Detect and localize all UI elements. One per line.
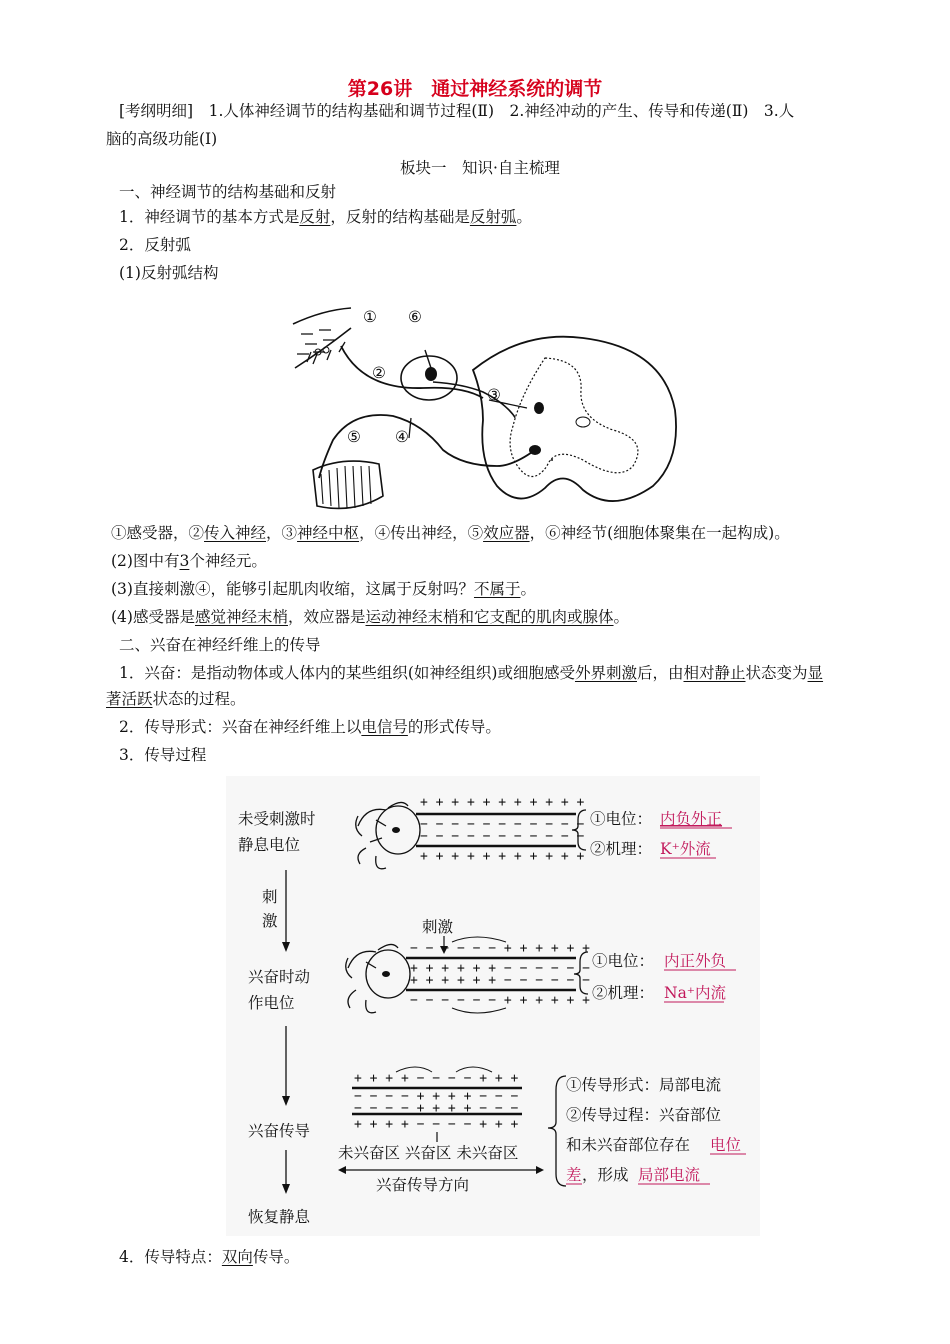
- stim-arrow-line-2: 激: [262, 912, 278, 930]
- stim-label: 刺激: [422, 918, 454, 936]
- action-potential-label: ①电位：: [592, 952, 655, 970]
- question-4: (4)感受器是感觉神经末梢，效应器是运动神经末梢和它支配的肌肉或腺体。: [111, 608, 630, 626]
- rest-state-line-1: 未受刺激时: [238, 810, 316, 828]
- section-heading: 板块一 知识·自主梳理: [400, 159, 560, 177]
- conduct-form: ①传导形式：局部电流: [566, 1076, 722, 1094]
- answer-reflex-arc: 反射弧: [469, 208, 517, 226]
- effector-muscle: [313, 461, 383, 508]
- conduction-diagram: [226, 776, 760, 1236]
- rest-potential-label: ①电位：: [590, 810, 653, 828]
- label-circle-5: ⑤: [347, 428, 361, 446]
- rest-mech-label: ②机理：: [590, 840, 653, 858]
- svg-text:− − − − − − − − − − −: − − − − − − − − − − −: [420, 817, 585, 832]
- label-circle-1: ①: [363, 308, 377, 326]
- outline-line-2: 脑的高级功能(Ⅰ): [106, 130, 218, 148]
- svg-text:+ + + + + + − − − − − −: + + + + + + − − − − − −: [410, 973, 591, 988]
- action-state-line-1: 兴奋时动: [248, 968, 311, 986]
- question-3: (3)直接刺激④，能够引起肌肉收缩，这属于反射吗？不属于。: [111, 580, 536, 598]
- receptor-drawing: [293, 308, 351, 368]
- part2-paragraph-3: 3．传导过程: [119, 746, 207, 764]
- reflex-arc-figure: [283, 290, 683, 522]
- action-mech-value: Na⁺内流: [664, 984, 726, 1002]
- svg-text:− − − − − − + + + + + +: − − − − − − + + + + + +: [410, 993, 591, 1008]
- svg-text:+ + + + + + + + + + +: + + + + + + + + + + +: [420, 849, 585, 864]
- part2-paragraph-2: 2．传导形式：兴奋在神经纤维上以电信号的形式传导。: [119, 718, 501, 736]
- svg-text:+ + + + + + − − − − − −: + + + + + + − − − − − −: [410, 961, 591, 976]
- part1-paragraph-3: (1)反射弧结构: [119, 264, 219, 282]
- figure-legend: ①感受器，②传入神经，③神经中枢，④传出神经，⑤效应器，⑥神经节(细胞体聚集在一起构成)。: [111, 524, 790, 542]
- label-circle-6: ⑥: [408, 308, 422, 326]
- part1-paragraph-1: 1．神经调节的基本方式是反射，反射的结构基础是反射弧。: [119, 208, 532, 226]
- conduct-state: 兴奋传导: [248, 1122, 311, 1140]
- afferent-nerve: [341, 346, 483, 398]
- part2-paragraph-1b: 著活跃状态的过程。: [106, 690, 246, 708]
- part2-paragraph-1a: 1．兴奋：是指动物体或人体内的某些组织(如神经组织)或细胞感受外界刺激后，由相对静止状态变为显: [119, 664, 824, 682]
- label-circle-2: ②: [372, 364, 386, 382]
- rest-state-line-2: 静息电位: [238, 836, 301, 854]
- part1-paragraph-2: 2．反射弧: [119, 236, 191, 254]
- conduct-process-3c: 局部电流: [638, 1166, 701, 1184]
- svg-text:− − − − − − − − − − −: − − − − − − − − − − −: [420, 829, 585, 844]
- rest-potential-value: 内负外正: [660, 810, 723, 828]
- stim-arrow-line-1: 刺: [262, 888, 278, 906]
- svg-text:− − − − + + + + − − −: − − − − + + + + − − −: [354, 1101, 519, 1116]
- svg-text:− − − − + + + + − − −: − − − − + + + + − − −: [354, 1089, 519, 1104]
- answer-reflex: 反射: [299, 208, 331, 226]
- conduction-direction: 兴奋传导方向: [376, 1176, 470, 1194]
- efferent-nerve: [319, 415, 535, 478]
- svg-text:− − − − − − + + + + + +: − − − − − − + + + + + +: [410, 941, 591, 956]
- conduct-process-1: ②传导过程：兴奋部位: [566, 1106, 722, 1124]
- conduction-zones: 未兴奋区 兴奋区 未兴奋区: [338, 1144, 519, 1162]
- conduct-process-3a: 差: [566, 1166, 582, 1184]
- part2-heading: 二、兴奋在神经纤维上的传导: [119, 636, 321, 654]
- rest-mech-value: K⁺外流: [660, 840, 711, 858]
- svg-text:+ + + + − − − − + + +: + + + + − − − − + + +: [354, 1117, 519, 1132]
- label-circle-3: ③: [487, 386, 501, 404]
- action-mech-label: ②机理：: [592, 984, 655, 1002]
- outline-line-1: [考纲明细] 1.人体神经调节的结构基础和调节过程(Ⅱ) 2.神经冲动的产生、传导和传递(Ⅱ) 3.人: [119, 102, 795, 120]
- part1-heading: 一、神经调节的结构基础和反射: [119, 183, 337, 201]
- page-title: 第26讲 通过神经系统的调节: [347, 78, 603, 100]
- conduct-process-2b: 电位: [710, 1136, 742, 1154]
- conducting-fiber: [352, 1067, 522, 1142]
- conduct-process-2a: 和未兴奋部位存在: [566, 1136, 691, 1154]
- action-state-line-2: 作电位: [248, 994, 295, 1012]
- question-2: (2)图中有3个神经元。: [111, 552, 267, 570]
- svg-text:+ + + + + + + + + + +: + + + + + + + + + + +: [420, 795, 585, 810]
- label-circle-4: ④: [395, 428, 409, 446]
- part2-paragraph-4: 4．传导特点：双向传导。: [119, 1248, 300, 1266]
- conduct-process-3b: ，形成: [582, 1166, 629, 1184]
- recover-state: 恢复静息: [248, 1208, 311, 1226]
- action-potential-value: 内正外负: [664, 952, 727, 970]
- svg-text:+ + + + − − − − + + +: + + + + − − − − + + +: [354, 1071, 519, 1086]
